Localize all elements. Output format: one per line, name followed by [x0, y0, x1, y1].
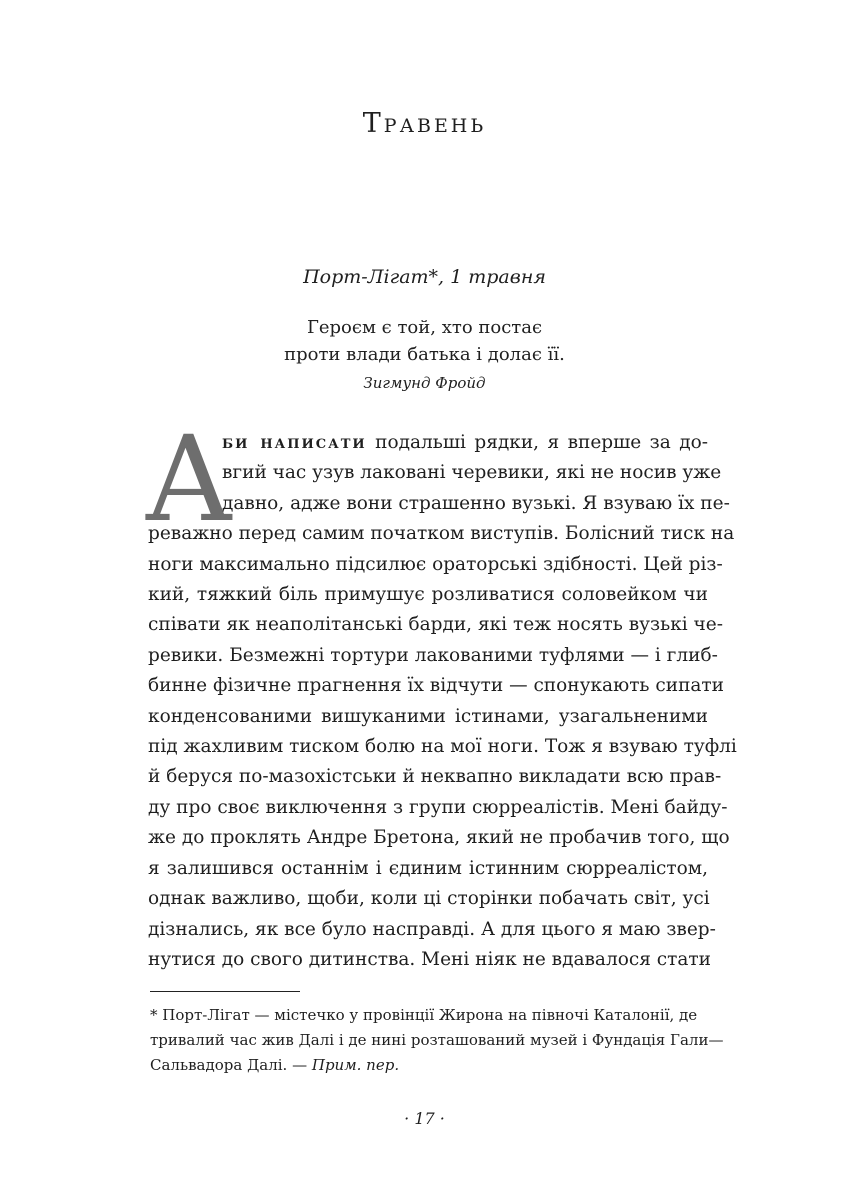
- body-line: бинне фізичне прагнення їх відчути — спонукають сипати: [148, 675, 724, 697]
- body-line: же до проклять Андре Бретона, який не пробачив того, що: [148, 827, 730, 849]
- body-line-rest: подальші рядки, я вперше за до-: [366, 432, 709, 453]
- body-line: співати як неаполітанські барди, які теж носять вузькі че-: [148, 614, 723, 636]
- body-line: вгий час узув лаковані черевики, які не носив уже: [222, 462, 722, 484]
- chapter-title: Травень: [362, 108, 487, 139]
- body-line: нутися до свого дитинства. Мені ніяк не вдавалося стати: [148, 948, 711, 970]
- body-line: під жахливим тиском болю на мої ноги. Тож я взуваю туфлі: [148, 736, 737, 758]
- body-line: конденсованими вишуканими істинами, узагальненими: [148, 705, 708, 727]
- footnote-divider: [150, 991, 300, 992]
- body-line: кий, тяжкий біль примушує розливатися соловейком чи: [148, 584, 708, 606]
- footnote: [150, 1003, 724, 1078]
- body-text: [148, 428, 737, 975]
- lead-words: би написати: [222, 432, 367, 453]
- body-line: ревики. Безмежні тортури лакованими туфлями — і глиб-: [148, 644, 718, 666]
- body-line: ноги максимально підсилює ораторські здібності. Цей різ-: [148, 553, 723, 575]
- body-line: ду про своє виключення з групи сюрреалістів. Мені байду-: [148, 796, 728, 818]
- epigraph-author: Зигмунд Фройд: [363, 374, 486, 392]
- entry-heading: Порт-Лігат*, 1 травня: [303, 266, 546, 288]
- epigraph-line: проти влади батька і долає її.: [284, 344, 565, 365]
- footnote-line: * Порт-Лігат — містечко у провінції Жирона на півночі Каталонії, де: [150, 1006, 698, 1024]
- footnote-line: [150, 1053, 708, 1078]
- epigraph-line: Героєм є той, хто постає: [306, 317, 543, 338]
- page-number: · 17 ·: [404, 1109, 445, 1128]
- body-line: реважно перед самим початком виступів. Болісний тиск на: [148, 523, 735, 545]
- body-line: й беруся по-мазохістськи й неквапно викладати всю прав-: [148, 766, 722, 788]
- drop-cap: А: [144, 410, 234, 548]
- body-line: давно, адже вони страшенно вузькі. Я взуваю їх пе-: [222, 492, 730, 514]
- footnote-line-text: Сальвадора Далі. —: [150, 1056, 312, 1074]
- body-line: дізнались, як все було насправді. А для цього я маю звер-: [148, 918, 716, 940]
- translator-note: Прим. пер.: [311, 1056, 400, 1074]
- body-line: [148, 428, 708, 458]
- body-line: я залишився останнім і єдиним істинним сюрреалістом,: [148, 857, 708, 879]
- footnote-line: тривалий час жив Далі і де нині розташований музей і Фундація Гали—: [150, 1031, 724, 1049]
- epigraph: [0, 314, 849, 368]
- body-line: однак важливо, щоби, коли ці сторінки побачать світ, усі: [148, 888, 710, 910]
